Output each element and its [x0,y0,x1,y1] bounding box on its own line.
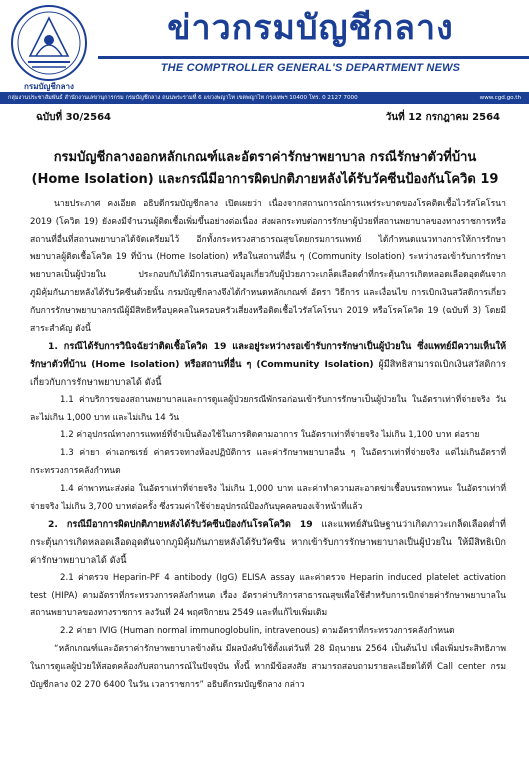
section-1-heading [30,338,506,391]
item-1-4: 1.4 ค่าพาหนะส่งต่อ ในอัตราเท่าที่จ่ายจริง ไม่เกิน 1,000 บาท และค่าทำความสะอาดฆ่าเชื้อบนรถพาหนะ ในอัตราเท่าที่จ่ายจริง ไม่เกิน 3,700 บาทต่อครั้ง ซึ่งรวมค่าใช้จ่ายอุปกรณ์ป้องกันบุคคลของเจ้าหน้าที่แล้ว [30,483,506,512]
address-text: กลุ่มงานประชาสัมพันธ์ สำนักงานเลขานุการกรม กรมบัญชีกลาง ถนนพระรามที่ 6 แขวงพญาไท เขตพญาไท กรุงเทพฯ 10400 โทร. 0 2127 7000 [8,95,358,101]
website-link[interactable]: www.cgd.go.th [479,95,521,101]
section-2-heading [30,516,506,569]
article-body [30,196,506,694]
item-1-2: 1.2 ค่าอุปกรณ์ทางการแพทย์ที่จำเป็นต้องใช้ในการติดตามอาการ ในอัตราเท่าที่จ่ายจริง ไม่เกิน 1,100 บาท ต่อราย [60,430,480,441]
address-bar [0,92,529,104]
item-1-3: 1.3 ค่ายา ค่าเอกซเรย์ ค่าตรวจทางห้องปฏิบัติการ และค่ารักษาพยาบาลอื่น ๆ ในอัตราเท่าที่จ่ายจริง แต่ไม่เกินอัตราที่กระทรวงการคลังกำหนด [30,448,506,476]
item-2-2: 2.2 ค่ายา IVIG (Human normal immunoglobulin, intravenous) ตามอัตราที่กระทรวงการคลังกำหนด [60,626,455,637]
masthead-title: ข่าวกรมบัญชีกลาง [167,8,454,48]
masthead-subtitle: THE COMPTROLLER GENERAL'S DEPARTMENT NEWS [160,62,461,74]
department-seal-logo [10,4,88,82]
logo-caption: กรมบัญชีกลาง [24,82,74,91]
item-1-1: 1.1 ค่าบริการของสถานพยาบาลและการดูแลผู้ป่วยกรณีพักรอก่อนเข้ารับการรักษาเป็นผู้ป่วยใน ในอัตราเท่าที่จ่ายจริง วันละไม่เกิน 1,000 บาท และไม่เกิน 14 วัน [30,394,506,423]
issue-number: ฉบับที่ 30/2564 [36,112,111,123]
intro-paragraph: นายประภาศ คงเอียด อธิบดีกรมบัญชีกลาง เปิดเผยว่า เนื่องจากสถานการณ์การแพร่ระบาดของโรคติดเชื้อไวรัสโคโรนา 2019 (โควิด 19) ยังคงมีจำนวนผู้ติดเชื้อเพิ่มขึ้นอย่างต่อเนื่อง ส่งผลกระทบต่อการรักษาผู้ป่วยที่สถานพยาบาลของทางราชการหรือสถานที่อื่นที่สถานพยาบาลได้จัดเตรียมไว้ อีกทั้งกระทรวงสาธารณสุขโดยกรมการแพทย์ ได้กำหนดแนวทางการให้การรักษาพยาบาลผู้ติดเชื้อโควิด 19 ที่บ้าน (Home Isolation) หรือในสถานที่อื่น ๆ (Community Isolation) ระหว่างรอเข้ารับการรักษาพยาบาลเป็นผู้ป่วยใน ประกอบกับได้มีการเสนอข้อมูลเกี่ยวกับผู้ป่วยภาวะเกล็ดเลือดต่ำที่กระตุ้นการเกิดหลอดเลือดอุดตันจากภูมิคุ้มกันภายหลังได้รับวัคซีนด้วยนั้น กรมบัญชีกลางจึงได้กำหนดหลักเกณฑ์ อัตรา วิธีการ และเงื่อนไข การเบิกเงินสวัสดิการเกี่ยวกับการรักษาพยาบาลกรณีผู้มีสิทธิหรือบุคคลในครอบครัวเสี่ยงหรือติดเชื้อไวรัสโคโรนา 2019 หรือโรคโควิด 19 (ฉบับที่ 3) โดยมีสาระสำคัญ ดังนี้ [30,199,506,334]
closing-paragraph: “หลักเกณฑ์และอัตราค่ารักษาพยาบาลข้างต้น มีผลบังคับใช้ตั้งแต่วันที่ 28 มิถุนายน 2564 เป็นต้นไป เพื่อเพิ่มประสิทธิภาพในการดูแลผู้ป่วยให้สอดคล้องกับสถานการณ์ในปัจจุบัน ทั้งนี้ หากมีข้อสงสัย สามารถสอบถามรายละเอียดได้ที่ Call center กรมบัญชีกลาง 02 270 6400 ในวัน เวลาราชการ” อธิบดีกรมบัญชีกลาง กล่าว [30,643,506,690]
section-1-lead: ผู้มีสิทธิสามารถเบิกเงินสวัสดิการเกี่ยวกับการรักษาพยาบาลได้ ดังนี้ [30,359,506,388]
item-2-1: 2.1 ค่าตรวจ Heparin-PF 4 antibody (IgG) ELISA assay และค่าตรวจ Heparin induced platelet activation test (HIPA) ตามอัตราที่กระทรวงการคลังกำหนด เรื่อง อัตราค่าบริการสาธารณสุขเพื่อใช้สำหรับการเบิกจ่ายค่ารักษาพยาบาลในสถานพยาบาลของทางราชการ ลงวันที่ 24 พฤศจิกายน 2549 และที่แก้ไขเพิ่มเติม [30,572,506,619]
header [0,0,529,104]
section-1-title: 1. กรณีได้รับการวินิจฉัยว่าติดเชื้อโควิด 19 และอยู่ระหว่างรอเข้ารับการรักษาเป็นผู้ป่วยใน ซึ่งแพทย์มีความเห็นให้รักษาตัวที่บ้าน (Home Isolation) หรือสถานที่อื่น ๆ (Community Isolation) [30,341,506,371]
section-2-title: 2. กรณีมีอาการผิดปกติภายหลังได้รับวัคซีนป้องกันโรคโควิด 19 [48,519,313,531]
headline-line-2: (Home Isolation) และกรณีมีอาการผิดปกติภายหลังได้รับวัคซีนป้องกันโควิด 19 [31,172,499,187]
issue-row [36,110,500,126]
issue-date: วันที่ 12 กรกฎาคม 2564 [385,112,500,123]
headline-line-1: กรมบัญชีกลางออกหลักเกณฑ์และอัตราค่ารักษาพยาบาล กรณีรักษาตัวที่บ้าน [53,150,477,165]
section-2-lead: และแพทย์สันนิษฐานว่าเกิดภาวะเกล็ดเลือดต่ำที่กระตุ้นการเกิดหลอดเลือดอุดตันจากภูมิคุ้มกันภายหลังได้รับวัคซีน หากเข้ารับการรักษาพยาบาลเป็นผู้ป่วยใน ให้มีสิทธิเบิกค่ารักษาพยาบาลได้ ดังนี้ [30,519,506,566]
header-divider [98,56,529,59]
